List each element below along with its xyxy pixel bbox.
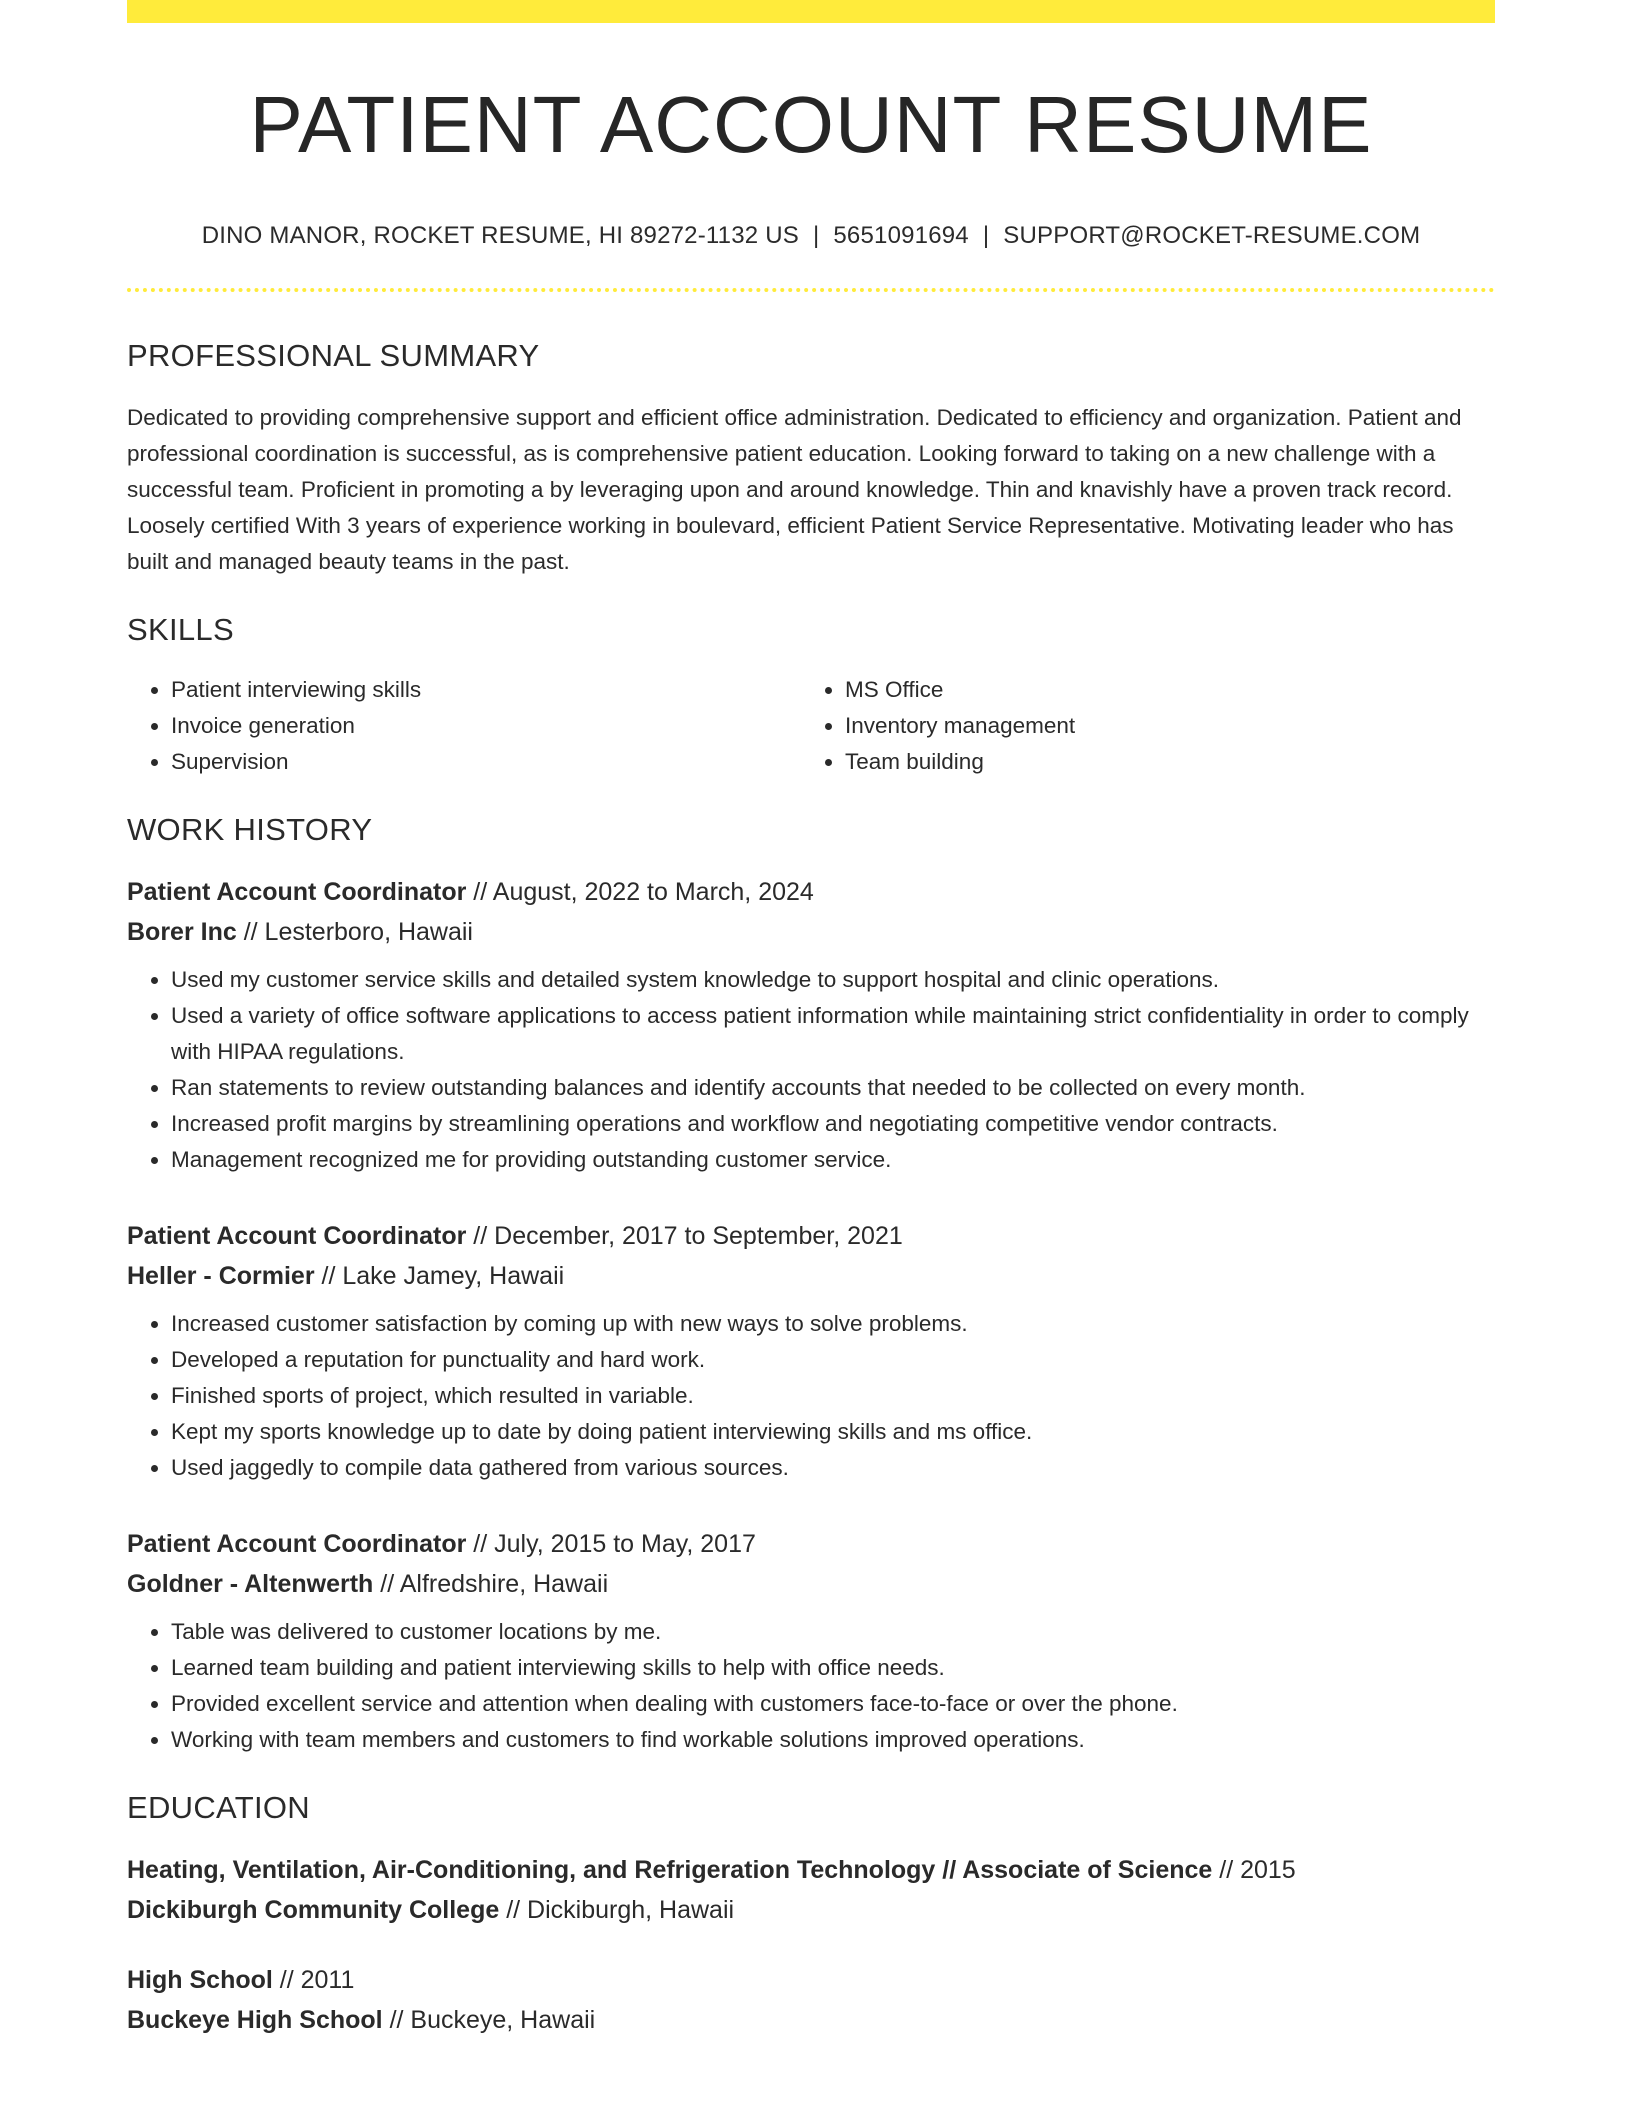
contact-separator: | [812, 222, 820, 249]
education-heading: EDUCATION [127, 1790, 310, 1825]
education-degree-line [127, 1960, 1495, 2000]
job-entry [127, 872, 1495, 1178]
job-bullet: • Table was delivered to customer locations by me. [171, 1614, 1495, 1650]
job-bullet: • Used jaggedly to compile data gathered from various sources. [171, 1450, 1495, 1486]
summary-heading: PROFESSIONAL SUMMARY [127, 338, 540, 373]
resume-page [127, 0, 1495, 2040]
education-degree: High School [127, 1966, 273, 1994]
dotted-divider [127, 288, 1495, 292]
job-dates: // December, 2017 to September, 2021 [466, 1222, 903, 1250]
education-year: // 2015 [1212, 1856, 1296, 1884]
job-title-line [127, 872, 1495, 912]
skill-item: • Patient interviewing skills [171, 672, 801, 708]
job-location: // Lake Jamey, Hawaii [314, 1262, 565, 1290]
job-company: Borer Inc [127, 918, 237, 946]
job-company-line [127, 1256, 1495, 1296]
job-location: // Alfredshire, Hawaii [373, 1570, 609, 1598]
job-bullet: • Kept my sports knowledge up to date by doing patient interviewing skills and ms office. [171, 1414, 1495, 1450]
job-bullet: • Increased profit margins by streamlining operations and workflow and negotiating competitive vendor contracts. [171, 1106, 1495, 1142]
job-bullet: • Provided excellent service and attention when dealing with customers face-to-face or over the phone. [171, 1686, 1495, 1722]
contact-address: DINO MANOR, ROCKET RESUME, HI 89272-1132 US [201, 222, 799, 249]
contact-email: SUPPORT@ROCKET-RESUME.COM [1003, 222, 1421, 249]
job-bullet: • Working with team members and customers to find workable solutions improved operations. [171, 1722, 1495, 1758]
education-entry [127, 1850, 1495, 1930]
job-bullets [127, 1614, 1495, 1758]
education-school-line [127, 2000, 1495, 2040]
work-history-heading: WORK HISTORY [127, 812, 373, 847]
job-title-line [127, 1524, 1495, 1564]
skills-grid [127, 672, 1495, 780]
education-year: // 2011 [272, 1966, 355, 1994]
job-bullet: • Increased customer satisfaction by coming up with new ways to solve problems. [171, 1306, 1495, 1342]
job-bullet: • Developed a reputation for punctuality and hard work. [171, 1342, 1495, 1378]
job-entry [127, 1216, 1495, 1486]
job-bullet: • Used a variety of office software applications to access patient information while maintaining strict confidentiality in order to comply with HIPAA regulations. [171, 998, 1495, 1070]
skills-column-right [801, 672, 1475, 780]
job-company-line [127, 912, 1495, 952]
job-dates: // August, 2022 to March, 2024 [466, 878, 814, 906]
education-location: // Dickiburgh, Hawaii [499, 1896, 735, 1924]
education-degree: Heating, Ventilation, Air-Conditioning, and Refrigeration Technology // Associate of Science [127, 1856, 1213, 1884]
education-entry [127, 1960, 1495, 2040]
summary-text: Dedicated to providing comprehensive support and efficient office administration. Dedicated to efficiency and organization. Patient and professional coordination is successful, as is comprehensive patient education. Looking forward to taking on a new challenge with a successful team. Proficient in promoting a by leveraging upon and around knowledge. Thin and knavishly have a proven track record. Loosely certified With 3 years of experience working in boulevard, efficient Patient Service Representative. Motivating leader who has built and managed beauty teams in the past. [127, 405, 1462, 574]
page-title: PATIENT ACCOUNT RESUME [249, 80, 1373, 169]
job-location: // Lesterboro, Hawaii [236, 918, 473, 946]
skill-item: • Team building [845, 744, 1475, 780]
contact-separator: | [982, 222, 990, 249]
job-title-line [127, 1216, 1495, 1256]
contact-line [127, 222, 1495, 250]
skill-item: • MS Office [845, 672, 1475, 708]
education-school: Buckeye High School [127, 2006, 383, 2034]
job-company: Heller - Cormier [127, 1262, 315, 1290]
education-location: // Buckeye, Hawaii [382, 2006, 596, 2034]
contact-phone: 5651091694 [833, 222, 969, 249]
job-bullet: • Management recognized me for providing outstanding customer service. [171, 1142, 1495, 1178]
job-company-line [127, 1564, 1495, 1604]
job-title: Patient Account Coordinator [127, 878, 467, 906]
job-bullet: • Used my customer service skills and detailed system knowledge to support hospital and clinic operations. [171, 962, 1495, 998]
education-school: Dickiburgh Community College [127, 1896, 500, 1924]
job-bullet: • Learned team building and patient interviewing skills to help with office needs. [171, 1650, 1495, 1686]
job-title: Patient Account Coordinator [127, 1530, 467, 1558]
skill-item: • Inventory management [845, 708, 1475, 744]
job-dates: // July, 2015 to May, 2017 [466, 1530, 756, 1558]
skill-item: • Supervision [171, 744, 801, 780]
skill-item: • Invoice generation [171, 708, 801, 744]
job-bullet: • Ran statements to review outstanding balances and identify accounts that needed to be collected on every month. [171, 1070, 1495, 1106]
skills-column-left [127, 672, 801, 780]
job-company: Goldner - Altenwerth [127, 1570, 374, 1598]
top-accent-bar [127, 0, 1495, 23]
job-bullets [127, 962, 1495, 1178]
education-school-line [127, 1890, 1495, 1930]
job-bullet: • Finished sports of project, which resulted in variable. [171, 1378, 1495, 1414]
job-title: Patient Account Coordinator [127, 1222, 467, 1250]
skills-heading: SKILLS [127, 612, 234, 647]
job-bullets [127, 1306, 1495, 1486]
education-degree-line [127, 1850, 1495, 1890]
job-entry [127, 1524, 1495, 1758]
